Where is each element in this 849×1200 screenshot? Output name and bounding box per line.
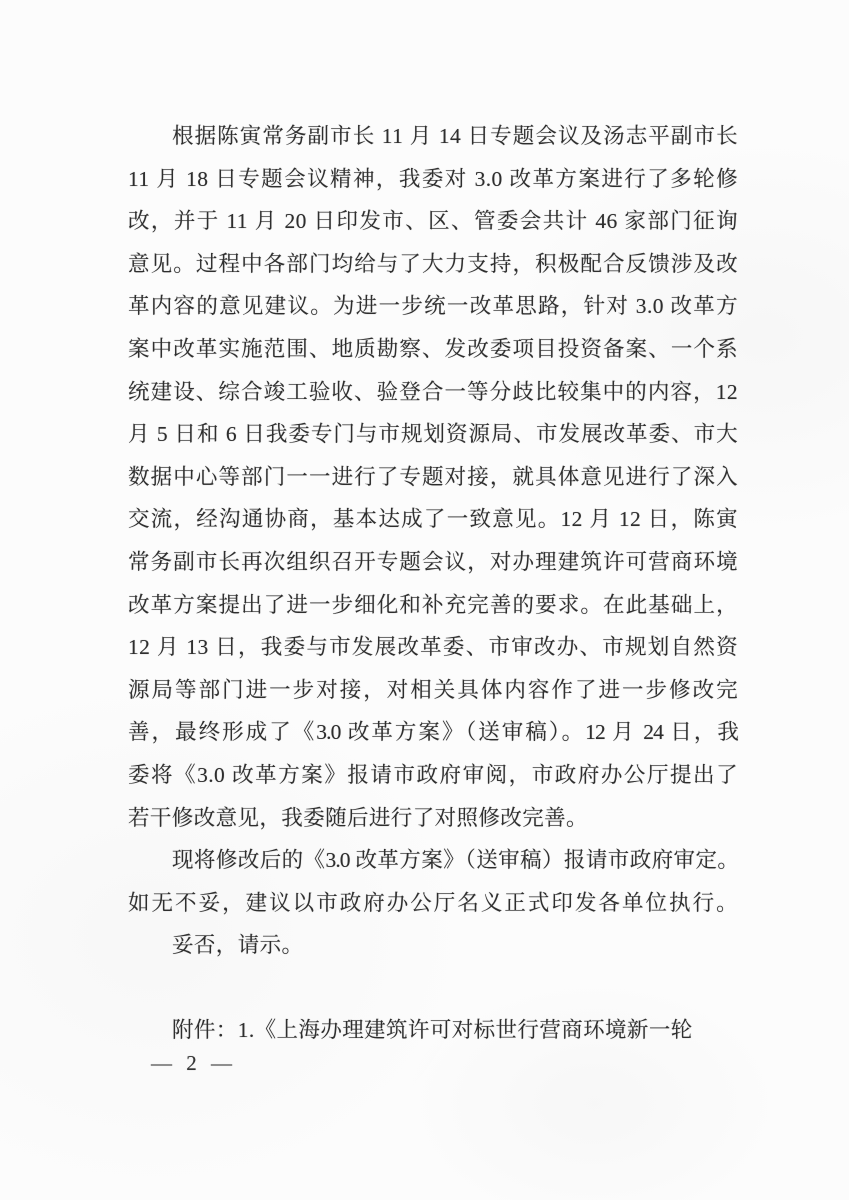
document-line: 如无不妥，建议以市政府办公厅名义正式印发各单位执行。 [128,890,738,915]
document-line: 常务副市长再次组织召开专题会议，对办理建筑许可营商环境 [128,549,738,574]
document-body [128,115,738,1052]
document-line: 案中改革实施范围、地质勘察、发改委项目投资备案、一个系 [128,336,738,361]
document-line: 现将修改后的《3.0 改革方案》（送审稿）报请市政府审定。 [172,848,738,873]
document-line: 改革方案提出了进一步细化和补充完善的要求。在此基础上， [128,592,738,617]
document-line: 12 月 13 日，我委与市发展改革委、市审改办、市规划自然资 [128,635,738,660]
document-line: 若干修改意见，我委随后进行了对照修改完善。 [128,805,588,830]
document-line: 数据中心等部门一一进行了专题对接，就具体意见进行了深入 [128,464,738,489]
document-line: 源局等部门进一步对接，对相关具体内容作了进一步修改完 [128,677,738,702]
document-line: 委将《3.0 改革方案》报请市政府审阅，市政府办公厅提出了 [128,762,738,787]
page-number: — 2 — [151,1051,233,1075]
document-line: 11 月 18 日专题会议精神，我委对 3.0 改革方案进行了多轮修 [128,166,738,191]
document-line: 月 5 日和 6 日我委专门与市规划资源局、市发展改革委、市大 [128,422,738,447]
document-line: 附件：1.《上海办理建筑许可对标世行营商环境新一轮 [172,1018,693,1043]
document-line: 革内容的意见建议。为进一步统一改革思路，针对 3.0 改革方 [128,294,738,319]
document-line: 意见。过程中各部门均给与了大力支持，积极配合反馈涉及改 [128,251,738,276]
document-line: 根据陈寅常务副市长 11 月 14 日专题会议及汤志平副市长 [172,124,738,148]
document-line: 改，并于 11 月 20 日印发市、区、管委会共计 46 家部门征询 [128,209,738,234]
document-line: 统建设、综合竣工验收、验登合一等分歧比较集中的内容，12 [128,379,738,404]
document-line: 妥否，请示。 [172,933,304,958]
document-line: 交流，经沟通协商，基本达成了一致意见。12 月 12 日，陈寅 [128,507,738,532]
document-line: 善，最终形成了《3.0 改革方案》（送审稿）。12 月 24 日，我 [128,720,738,745]
